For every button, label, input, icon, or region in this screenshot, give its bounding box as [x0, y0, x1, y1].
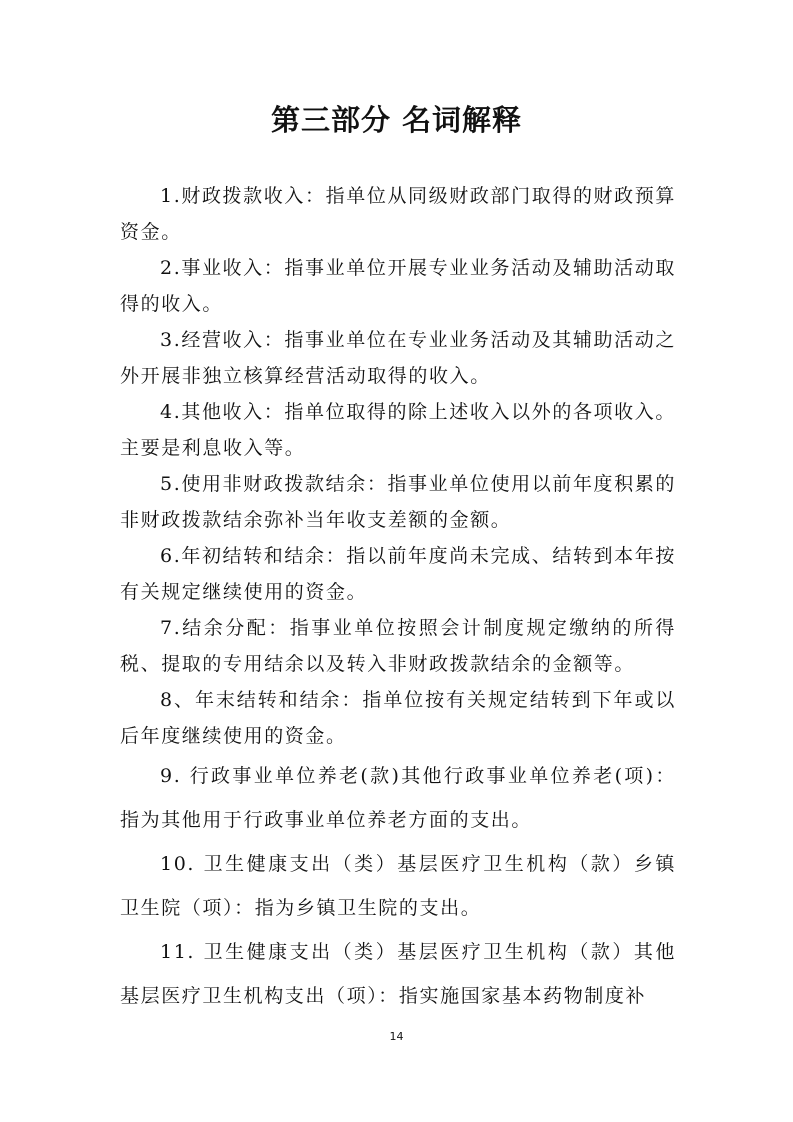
definition-3: 3.经营收入：指事业单位在专业业务活动及其辅助活动之外开展非独立核算经营活动取得的收入。: [120, 329, 676, 387]
page-title: 第三部分 名词解释: [270, 103, 523, 137]
definitions-list: [120, 178, 676, 1018]
page-number: 14: [389, 1030, 404, 1043]
definition-9: 9. 行政事业单位养老(款)其他行政事业单位养老(项)：指为其他用于行政事业单位养老方面的支出。: [120, 765, 676, 831]
definition-2: 2.事业收入：指事业单位开展专业业务活动及辅助活动取得的收入。: [120, 257, 676, 315]
definition-8: 8、年末结转和结余：指单位按有关规定结转到下年或以后年度继续使用的资金。: [120, 689, 676, 747]
definition-7: 7.结余分配：指事业单位按照会计制度规定缴纳的所得税、提取的专用结余以及转入非财政拨款结余的金额等。: [120, 617, 676, 675]
definition-10: 10. 卫生健康支出（类）基层医疗卫生机构（款）乡镇卫生院（项）：指为乡镇卫生院的支出。: [120, 853, 676, 919]
definition-5: 5.使用非财政拨款结余：指事业单位使用以前年度积累的非财政拨款结余弥补当年收支差额的金额。: [120, 473, 676, 531]
definition-1: 1.财政拨款收入：指单位从同级财政部门取得的财政预算资金。: [120, 185, 676, 243]
definition-6: 6.年初结转和结余：指以前年度尚未完成、结转到本年按有关规定继续使用的资金。: [120, 545, 676, 603]
definition-4: 4.其他收入：指单位取得的除上述收入以外的各项收入。主要是利息收入等。: [120, 401, 676, 459]
definition-11: 11. 卫生健康支出（类）基层医疗卫生机构（款）其他基层医疗卫生机构支出（项）：指实施国家基本药物制度补: [120, 941, 676, 1007]
